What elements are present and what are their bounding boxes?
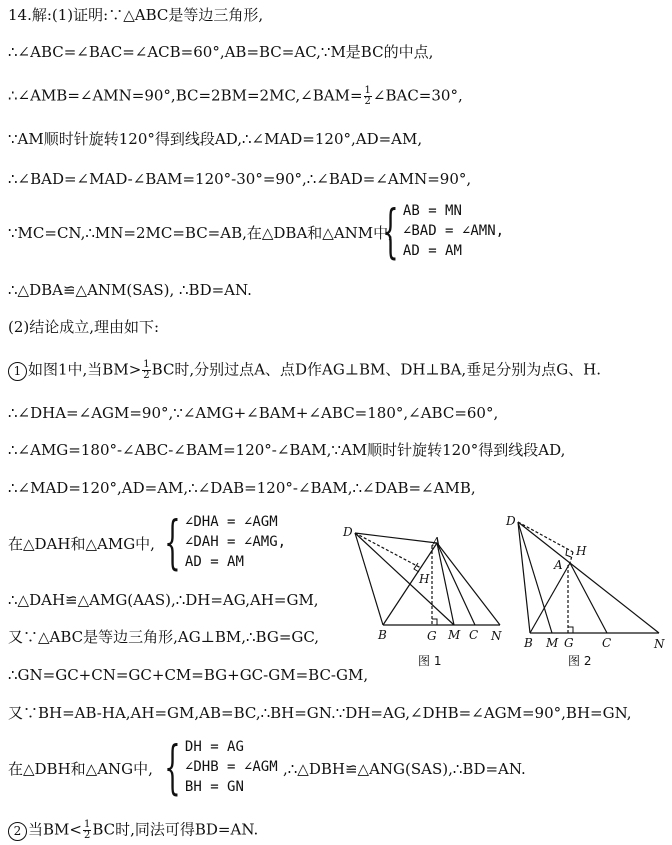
figure-1 <box>335 518 510 670</box>
system-3-row: BH = GN <box>184 779 244 795</box>
segment-ac <box>437 543 475 625</box>
fraction <box>142 360 150 381</box>
line-11: ∴∠AMG=180°-∠ABC-∠BAM=120°-∠BAM,∵AM顺时针旋转120°得到线段AD, <box>8 441 566 459</box>
label-a: A <box>554 558 563 572</box>
system-2-row: AD = AM <box>184 554 244 570</box>
segment-da <box>518 522 570 563</box>
label-c: C <box>469 628 479 642</box>
label-n: N <box>654 637 665 651</box>
segment-da <box>355 533 437 543</box>
system-3 <box>160 733 278 801</box>
system-1-row: ∠BAD = ∠AMN, <box>402 223 505 239</box>
fraction-num: 1 <box>364 85 371 96</box>
fraction-den: 2 <box>364 96 371 107</box>
label-h: H <box>576 544 587 558</box>
line-5: ∴∠BAD=∠MAD-∠BAM=120°-30°=90°,∴∠BAD=∠AMN=90°, <box>8 170 472 188</box>
system-1-row: AB = MN <box>402 203 462 219</box>
system-2-row: ∠DAH = ∠AMG, <box>184 534 287 550</box>
segment-ac <box>570 563 607 633</box>
system-2 <box>160 508 287 576</box>
system-1-row: AD = AM <box>402 243 462 259</box>
segment-dh <box>355 533 421 568</box>
line-15: 又∵△ABC是等边三角形,AG⊥BM,∴BG=GC, <box>8 628 320 646</box>
right-angle-mark <box>432 619 437 625</box>
fraction-num: 1 <box>143 359 150 370</box>
label-g: G <box>564 636 574 650</box>
system-3-row: ∠DHB = ∠AGM <box>184 759 278 775</box>
label-a: A <box>432 535 441 549</box>
system-1 <box>378 197 505 265</box>
label-m: M <box>448 628 461 642</box>
line-2: ∴∠ABC=∠BAC=∠ACB=60°,AB=BC=AC,∵M是BC的中点, <box>8 43 434 61</box>
line-12: ∴∠MAD=120°,AD=AM,∴∠DAB=120°-∠BAM,∴∠DAB=∠AMB, <box>8 479 476 497</box>
label-m: M <box>546 636 559 650</box>
fraction-num: 1 <box>83 819 91 830</box>
right-angle-mark <box>568 627 573 633</box>
brace: { <box>382 197 399 265</box>
segment-an <box>570 563 659 633</box>
line-17: 又∵BH=AB-HA,AH=GM,AB=BC,∴BH=GN.∵DH=AG,∠DHB=∠AGM=90°,BH=GN, <box>8 704 632 722</box>
figure-2 <box>502 505 672 670</box>
figure-2-caption: 图 2 <box>568 654 592 668</box>
figure-1-caption: 图 1 <box>418 654 442 668</box>
fraction <box>83 820 91 841</box>
line-3 <box>8 86 463 107</box>
line-9a: 如图1中,当BM> <box>28 360 142 379</box>
label-g: G <box>427 629 437 643</box>
line-3b: ∠BAC=30°, <box>372 86 463 105</box>
line-16: ∴GN=GC+CN=GC+CM=BG+GC-GM=BC-GM, <box>8 666 369 684</box>
line-19b: BC时,同法可得BD=AN. <box>92 820 259 839</box>
label-h: H <box>419 572 430 586</box>
system-3-row: DH = AG <box>184 739 244 755</box>
label-d: D <box>506 514 516 528</box>
line-8: (2)结论成立,理由如下: <box>8 318 160 336</box>
circled-number: 2 <box>8 822 27 841</box>
segment-dm <box>518 522 552 633</box>
segment-ba <box>530 563 570 633</box>
segment-am <box>437 543 454 625</box>
line-13: 在△DAH和△AMG中, <box>8 535 155 553</box>
line-19 <box>8 820 258 841</box>
line-18b: ,∴△DBH≌△ANG(SAS),∴BD=AN. <box>283 760 526 778</box>
line-1: 14.解:(1)证明:∵△ABC是等边三角形, <box>8 6 264 24</box>
line-6: ∵MC=CN,∴MN=2MC=BC=AB,在△DBA和△ANM中, <box>8 224 393 242</box>
line-9b: BC时,分别过点A、点D作AG⊥BM、DH⊥BA,垂足分别为点G、H. <box>151 360 602 379</box>
label-b: B <box>524 636 533 650</box>
segment-db <box>518 522 530 633</box>
brace: { <box>164 733 181 801</box>
circled-number: 1 <box>8 362 27 381</box>
fraction-den: 2 <box>83 830 91 841</box>
fraction-den: 2 <box>143 370 150 381</box>
label-n: N <box>491 629 502 643</box>
segment-an <box>437 543 500 625</box>
fraction <box>364 86 372 107</box>
line-10: ∴∠DHA=∠AGM=90°,∵∠AMG+∠BAM+∠ABC=180°,∠ABC=60°, <box>8 404 499 422</box>
line-7: ∴△DBA≌△ANM(SAS), ∴BD=AN. <box>8 281 252 299</box>
line-9 <box>8 360 601 381</box>
label-c: C <box>602 636 612 650</box>
segment-ha <box>570 552 573 563</box>
label-d: D <box>343 525 353 539</box>
system-2-row: ∠DHA = ∠AGM <box>184 514 278 530</box>
line-19a: 当BM< <box>28 820 82 839</box>
label-b: B <box>378 628 387 642</box>
line-18: 在△DBH和△ANG中, <box>8 760 153 778</box>
line-4: ∵AM顺时针旋转120°得到线段AD,∴∠MAD=120°,AD=AM, <box>8 130 423 148</box>
line-14: ∴△DAH≌△AMG(AAS),∴DH=AG,AH=GM, <box>8 591 319 609</box>
brace: { <box>164 508 181 576</box>
line-3a: ∴∠AMB=∠AMN=90°,BC=2BM=2MC,∠BAM= <box>8 86 363 105</box>
